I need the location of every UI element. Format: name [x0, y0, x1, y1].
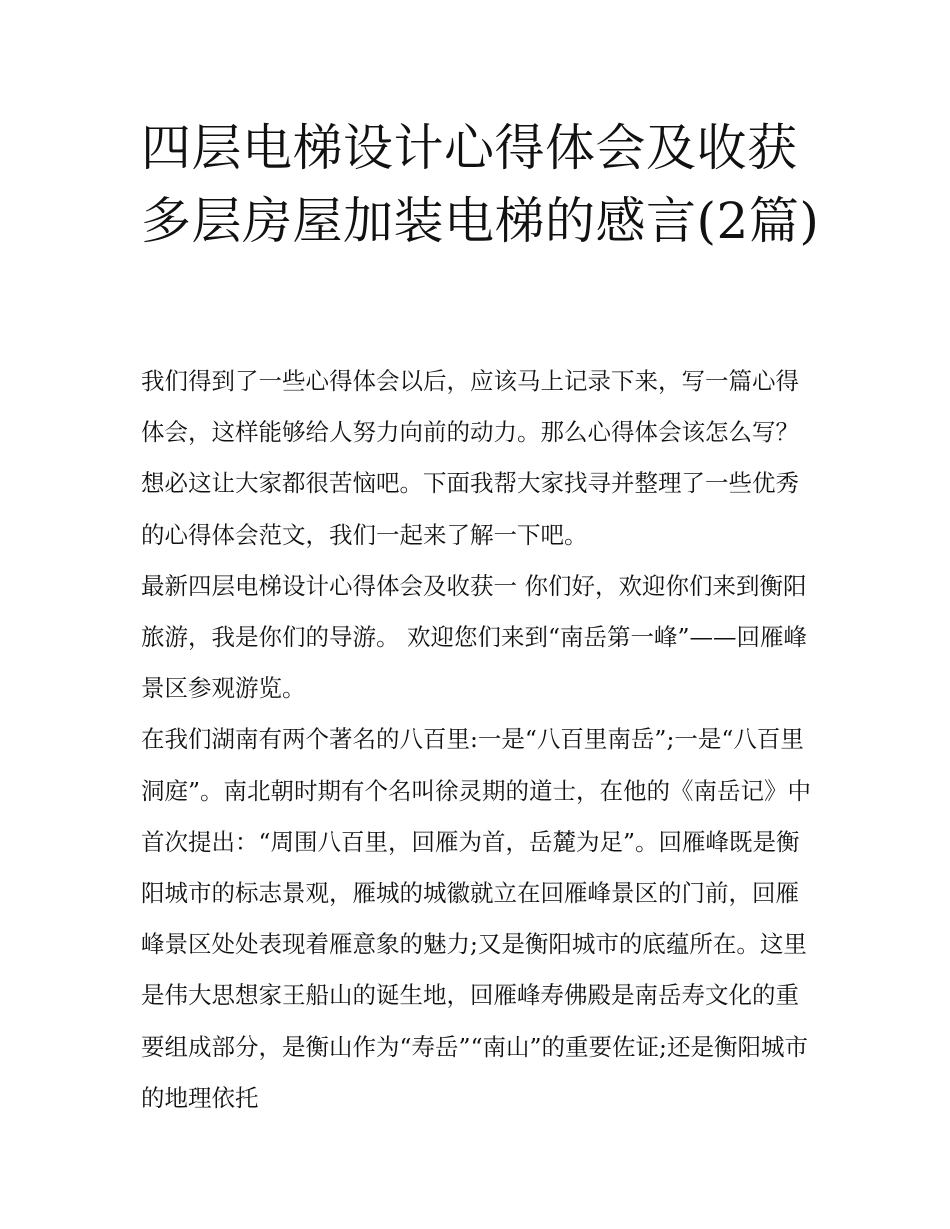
welcome-paragraph: 最新四层电梯设计心得体会及收获一 你们好，欢迎你们来到衡阳旅游，我是你们的导游。 欢迎您们来到“南岳第一峰”——回雁峰景区参观游览。 — [141, 571, 807, 703]
document-title: 四层电梯设计心得体会及收获多层房屋加装电梯的感言(2篇) — [141, 119, 820, 250]
history-paragraph: 在我们湖南有两个著名的八百里:一是“八百里南岳”;一是“八百里洞庭”。南北朝时期有个名叫徐灵期的道士，在他的《南岳记》中首次提出：“周围八百里，回雁为首，岳麓为足”。回雁峰既是衡阳城市的标志景观，雁城的城徽就立在回雁峰景区的门前，回雁峰景区处处表现着雁意象的魅力;又是衡阳城市的底蕴所在。这里是伟大思想家王船山的诞生地，回雁峰寿佛殿是南岳寿文化的重要组成部分，是衡山作为“寿岳”“南山”的重要佐证;还是衡阳城市的地理依托 — [141, 725, 812, 1112]
document-body — [141, 356, 821, 1124]
intro-paragraph: 我们得到了一些心得体会以后，应该马上记录下来，写一篇心得体会，这样能够给人努力向前的动力。那么心得体会该怎么写？想必这让大家都很苦恼吧。下面我帮大家找寻并整理了一些优秀的心得体会范文，我们一起来了解一下吧。 — [141, 367, 799, 549]
